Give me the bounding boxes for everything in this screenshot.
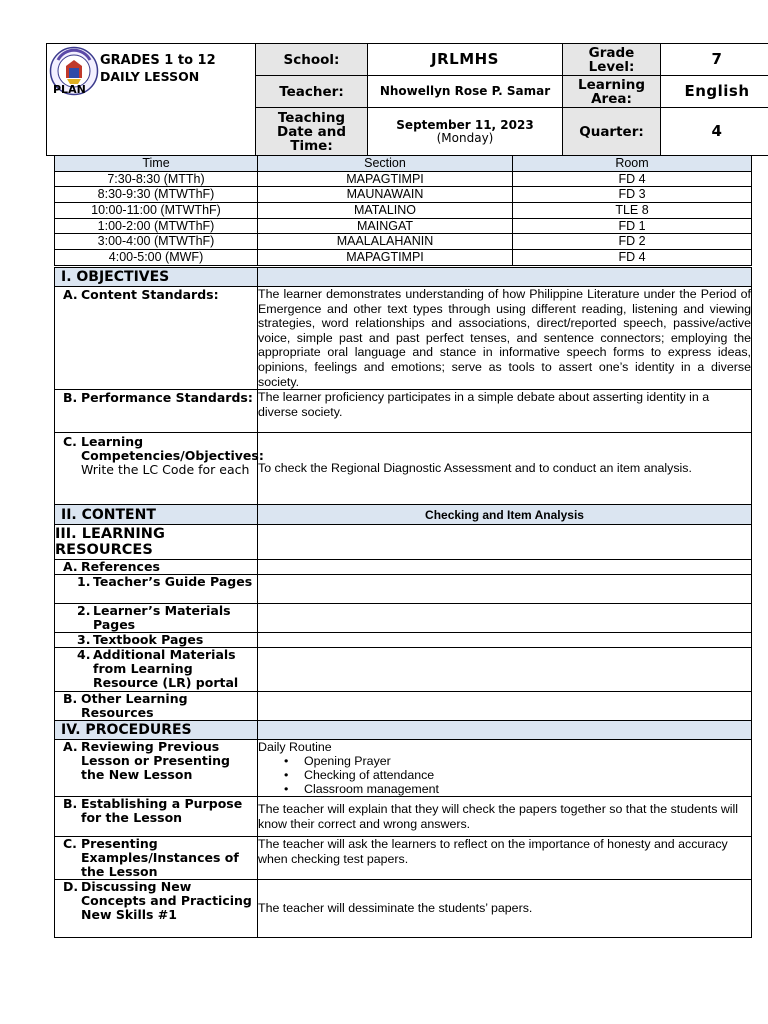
content-value: Checking and Item Analysis: [258, 505, 752, 525]
routine-list: [258, 754, 751, 796]
plan-title: [100, 53, 216, 85]
room-cell: FD 1: [513, 218, 752, 234]
procedure-d-label-cell: [55, 880, 258, 938]
item-label: Performance Standards:: [81, 390, 253, 406]
performance-standards-label: [55, 390, 257, 405]
procedure-d-label: [55, 880, 257, 922]
item-letter: A.: [63, 559, 78, 575]
competencies-label: [55, 433, 264, 478]
teachers-guide-blank: [258, 575, 752, 604]
resources-heading-row: [55, 525, 752, 560]
teachers-guide-row: [55, 575, 752, 604]
procedure-c-text: The teacher will ask the learners to reflect on the importance of honesty and accuracy when checking test papers.: [258, 837, 752, 880]
learners-materials-label: [55, 604, 257, 632]
table-row: [55, 250, 752, 266]
list-item: • Checking of attendance: [284, 768, 751, 782]
grade-value: 7: [661, 44, 768, 76]
lesson-form-table: [54, 267, 752, 721]
item-label: Additional Materials from Learning Resource (LR) portal: [93, 647, 239, 691]
daily-routine-text: Daily Routine: [258, 740, 332, 754]
performance-standards-text: The learner proficiency participates in a simple debate about asserting identity in a diverse society.: [258, 390, 752, 433]
title-line-2: DAILY LESSON: [100, 69, 200, 84]
date-text: September 11, 2023: [396, 117, 534, 132]
objectives-heading: I. OBJECTIVES: [55, 268, 258, 287]
procedure-b-label-cell: [55, 797, 258, 837]
procedure-a-body: [258, 740, 752, 797]
competencies-row: [55, 433, 752, 505]
content-heading: II. CONTENT: [55, 505, 258, 525]
learners-materials-blank: [258, 604, 752, 633]
section-cell: MAINGAT: [258, 218, 513, 234]
learners-materials-label-cell: [55, 604, 258, 633]
time-cell: 4:00-5:00 (MWF): [55, 250, 258, 266]
procedures-heading-blank: [258, 721, 752, 740]
table-row: [55, 234, 752, 250]
table-row: [55, 187, 752, 203]
procedure-d-row: [55, 880, 752, 938]
item-letter: A.: [63, 739, 78, 754]
date-label: Teaching Date and Time:: [256, 108, 368, 156]
item-number: 2.: [77, 603, 91, 619]
procedure-d-text: The teacher will dessiminate the students’ papers.: [258, 880, 752, 938]
section-cell: MAPAGTIMPI: [258, 171, 513, 187]
schedule-header-row: [55, 156, 752, 172]
time-cell: 1:00-2:00 (MTWThF): [55, 218, 258, 234]
school-label: School:: [256, 44, 368, 76]
lc-code-note: Write the LC Code for each: [81, 462, 250, 478]
procedures-table: [54, 720, 752, 938]
textbook-label: [55, 633, 257, 647]
title-line-1: GRADES 1 to 12: [100, 53, 216, 68]
item-letter: B.: [63, 390, 78, 406]
item-label: Learning Competencies/Objectives:: [81, 434, 264, 464]
section-cell: MAUNAWAIN: [258, 187, 513, 203]
item-letter: C.: [63, 434, 77, 450]
item-letter: A.: [63, 287, 78, 302]
grade-label: Grade Level:: [563, 44, 661, 76]
other-resources-label: [55, 692, 257, 720]
room-cell: TLE 8: [513, 203, 752, 219]
item-label: Reviewing Previous Lesson or Presenting the New Lesson: [81, 739, 230, 782]
procedure-c-row: [55, 837, 752, 880]
area-label: Learning Area:: [563, 76, 661, 108]
competencies-label-text: [81, 435, 264, 477]
competencies-label-cell: [55, 433, 264, 505]
textbook-row: [55, 633, 752, 648]
date-day: (Monday): [436, 130, 494, 145]
performance-standards-row: [55, 390, 752, 433]
quarter-label: Quarter:: [563, 108, 661, 156]
procedure-b-row: [55, 797, 752, 837]
list-item: • Opening Prayer: [284, 754, 751, 768]
date-value: [368, 108, 563, 156]
item-label: Discussing New Concepts and Practicing New Skills #1: [81, 879, 252, 922]
area-value: English: [661, 76, 768, 108]
teachers-guide-label: [55, 575, 257, 589]
item-number: 3.: [77, 632, 91, 648]
learners-materials-row: [55, 604, 752, 633]
textbook-label-cell: [55, 633, 258, 648]
school-value: JRLMHS: [368, 44, 563, 76]
item-number: 1.: [77, 574, 91, 590]
item-letter: B.: [63, 796, 78, 811]
item-label: Presenting Examples/Instances of the Lesson: [81, 836, 239, 879]
resources-heading-blank: [258, 525, 752, 560]
title-cell: [47, 44, 256, 156]
objectives-heading-row: [55, 268, 752, 287]
additional-materials-blank: [258, 648, 752, 692]
additional-materials-row: [55, 648, 752, 692]
item-label: Textbook Pages: [93, 632, 204, 648]
procedure-b-text: The teacher will explain that they will check the papers together so that the students will know their correct and wrong answers.: [258, 797, 752, 837]
additional-materials-label: [55, 648, 257, 690]
content-standards-row: [55, 287, 752, 390]
references-blank: [258, 560, 752, 575]
teacher-label: Teacher:: [256, 76, 368, 108]
textbook-blank: [258, 633, 752, 648]
room-cell: FD 3: [513, 187, 752, 203]
content-standards-label: [55, 287, 257, 302]
references-label: [55, 560, 257, 574]
procedure-a-label-cell: [55, 740, 258, 797]
content-standards-text: The learner demonstrates understanding of how Philippine Literature under the Period of Emergence and other text types through using different reading, listening and viewing strategies, word relationships and associations, direct/reported speech, passive/active voice, simple past and past perfect tenses, and sentence connectors; employing the appropriate oral language and stance in informative speech forms to express ideas, opinions, feelings and emotions; serve as tools to assert one’s identity in a diverse society.: [258, 287, 751, 389]
item-letter: D.: [63, 879, 79, 894]
teachers-guide-label-cell: [55, 575, 258, 604]
table-row: [55, 171, 752, 187]
resources-heading: III. LEARNING RESOURCES: [55, 525, 258, 560]
room-cell: FD 4: [513, 250, 752, 266]
schedule-table: [54, 155, 752, 266]
lesson-plan-header: [46, 43, 768, 156]
item-label: Other Learning Resources: [81, 691, 188, 721]
procedures-heading: IV. PROCEDURES: [55, 721, 258, 740]
other-resources-blank: [258, 692, 752, 721]
competencies-text: To check the Regional Diagnostic Assessment and to conduct an item analysis.: [258, 433, 752, 505]
room-cell: FD 4: [513, 171, 752, 187]
time-cell: 3:00-4:00 (MTWThF): [55, 234, 258, 250]
item-label: Learner’s Materials Pages: [93, 603, 231, 633]
section-cell: MAPAGTIMPI: [258, 250, 513, 266]
table-row: [55, 203, 752, 219]
other-resources-row: [55, 692, 752, 721]
col-header-time: Time: [55, 156, 258, 172]
additional-materials-label-cell: [55, 648, 258, 692]
col-header-room: Room: [513, 156, 752, 172]
procedures-heading-row: [55, 721, 752, 740]
section-cell: MATALINO: [258, 203, 513, 219]
procedure-a-label: [55, 740, 257, 782]
item-letter: B.: [63, 691, 78, 707]
title-line-3: PLAN: [53, 83, 86, 96]
procedure-c-label: [55, 837, 257, 879]
procedure-a-row: [55, 740, 752, 797]
time-cell: 10:00-11:00 (MTWThF): [55, 203, 258, 219]
references-row: [55, 560, 752, 575]
item-label: Teacher’s Guide Pages: [93, 574, 253, 590]
item-label: Content Standards:: [81, 287, 219, 302]
item-number: 4.: [77, 647, 91, 663]
procedure-c-label-cell: [55, 837, 258, 880]
time-cell: 7:30-8:30 (MTTh): [55, 171, 258, 187]
time-cell: 8:30-9:30 (MTWThF): [55, 187, 258, 203]
quarter-value: 4: [661, 108, 768, 156]
performance-standards-label-cell: [55, 390, 258, 433]
procedure-b-label: [55, 797, 257, 825]
item-label: Establishing a Purpose for the Lesson: [81, 796, 243, 825]
table-row: [55, 218, 752, 234]
room-cell: FD 2: [513, 234, 752, 250]
content-standards-label-cell: [55, 287, 258, 390]
item-label: References: [81, 559, 160, 575]
item-letter: C.: [63, 836, 77, 851]
references-label-cell: [55, 560, 258, 575]
list-item: • Classroom management: [284, 782, 751, 796]
other-resources-label-cell: [55, 692, 258, 721]
col-header-section: Section: [258, 156, 513, 172]
content-heading-row: [55, 505, 752, 525]
teacher-value: Nhowellyn Rose P. Samar: [368, 76, 563, 108]
objectives-heading-blank: [258, 268, 752, 287]
section-cell: MAALALAHANIN: [258, 234, 513, 250]
